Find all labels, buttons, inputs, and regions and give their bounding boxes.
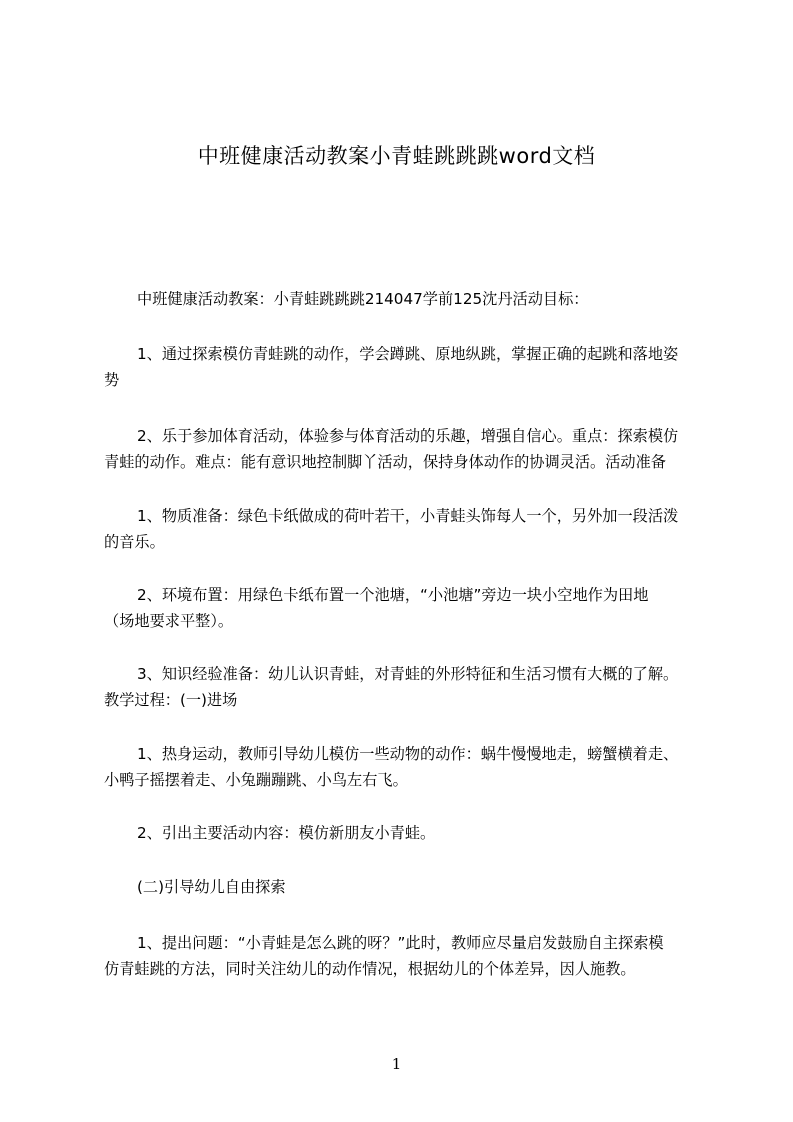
paragraph-line: （场地要求平整）。 [104, 612, 234, 630]
document-title: 中班健康活动教案小青蛙跳跳跳word文档 [197, 144, 596, 168]
paragraph-prep-materials [104, 503, 714, 555]
paragraph-question [104, 930, 714, 982]
paragraph-line: 2、引出主要活动内容：模仿新朋友小青蛙。 [137, 824, 436, 842]
paragraph-prep-environment [104, 582, 714, 634]
paragraph-goal-1 [104, 341, 714, 393]
paragraph-line: 青蛙的动作。难点：能有意识地控制脚丫活动，保持身体动作的协调灵活。活动准备 [104, 453, 666, 471]
paragraph-line: 2、乐于参加体育活动，体验参与体育活动的乐趣，增强自信心。重点：探索模仿 [137, 427, 679, 445]
paragraph-line: 中班健康活动教案：小青蛙跳跳跳214047学前125沈丹活动目标： [137, 290, 589, 308]
paragraph-section-heading [104, 874, 714, 900]
paragraph-line: 小鸭子摇摆着走、小兔蹦蹦跳、小鸟左右飞。 [104, 771, 408, 789]
paragraph-line: 仿青蛙跳的方法，同时关注幼儿的动作情况，根据幼儿的个体差异，因人施教。 [104, 960, 636, 978]
paragraph-line: 1、热身运动，教师引导幼儿模仿一些动物的动作：蜗牛慢慢地走，螃蟹横着走、 [137, 745, 679, 763]
paragraph-prep-knowledge [104, 661, 714, 713]
paragraph-goal-2 [104, 423, 714, 475]
paragraph-line: 1、提出问题：“小青蛙是怎么跳的呀？”此时，教师应尽量启发鼓励自主探索模 [137, 934, 664, 952]
paragraph-line: 教学过程：(一)进场 [104, 691, 238, 709]
paragraph-line: 3、知识经验准备：幼儿认识青蛙，对青蛙的外形特征和生活习惯有大概的了解。 [137, 665, 679, 683]
page-number: 1 [391, 1055, 402, 1073]
paragraph-main-content [104, 820, 714, 846]
paragraph-line: (二)引导幼儿自由探索 [137, 878, 286, 896]
paragraph-line: 1、通过探索模仿青蛙跳的动作，学会蹲跳、原地纵跳，掌握正确的起跳和落地姿 [137, 345, 679, 363]
paragraph-warmup [104, 741, 714, 793]
paragraph-line: 1、物质准备：绿色卡纸做成的荷叶若干，小青蛙头饰每人一个，另外加一段活泼 [137, 507, 679, 525]
paragraph-intro [104, 286, 714, 312]
paragraph-line: 2、环境布置：用绿色卡纸布置一个池塘，“小池塘”旁边一块小空地作为田地 [137, 586, 649, 604]
paragraph-line: 势 [104, 371, 120, 389]
paragraph-line: 的音乐。 [104, 533, 165, 551]
